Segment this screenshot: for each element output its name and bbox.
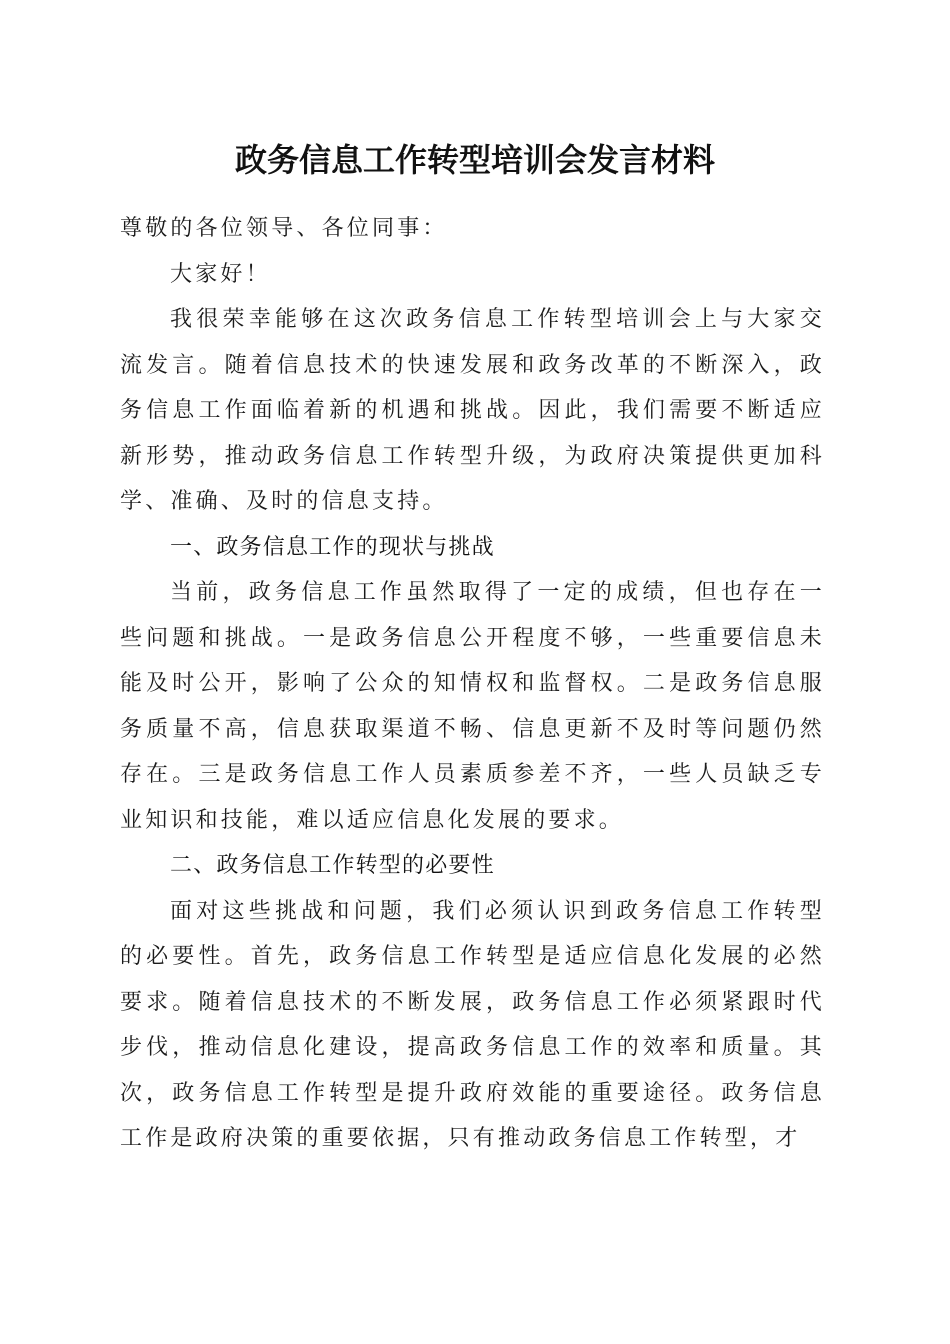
greeting: 大家好！ — [170, 261, 271, 287]
section-1-heading: 一、政务信息工作的现状与挑战 — [170, 534, 495, 560]
section-2-paragraph: 面对这些挑战和问题，我们必须认识到政务信息工作转型的必要性。首先，政务信息工作转型是适应信息化发展的必然要求。随着信息技术的不断发展，政务信息工作必须紧跟时代步伐，推动信息化建设，提高政务信息工作的效率和质量。其次，政务信息工作转型是提升政府效能的重要途径。政务信息工作是政府决策的重要依据，只有推动政务信息工作转型，才 — [120, 898, 825, 1151]
section-1-paragraph: 当前，政务信息工作虽然取得了一定的成绩，但也存在一些问题和挑战。一是政务信息公开程度不够，一些重要信息未能及时公开，影响了公众的知情权和监督权。二是政务信息服务质量不高，信息获取渠道不畅、信息更新不及时等问题仍然存在。三是政务信息工作人员素质参差不齐，一些人员缺乏专业知识和技能，难以适应信息化发展的要求。 — [120, 580, 825, 833]
salutation: 尊敬的各位领导、各位同事： — [120, 216, 448, 241]
document-body — [120, 206, 825, 1162]
paragraph-intro: 我很荣幸能够在这次政务信息工作转型培训会上与大家交流发言。随着信息技术的快速发展和政务改革的不断深入，政务信息工作面临着新的机遇和挑战。因此，我们需要不断适应新形势，推动政务信息工作转型升级，为政府决策提供更加科学、准确、及时的信息支持。 — [120, 307, 825, 514]
document-title: 政务信息工作转型培训会发言材料 — [234, 141, 715, 179]
section-2-heading: 二、政务信息工作转型的必要性 — [170, 853, 495, 878]
